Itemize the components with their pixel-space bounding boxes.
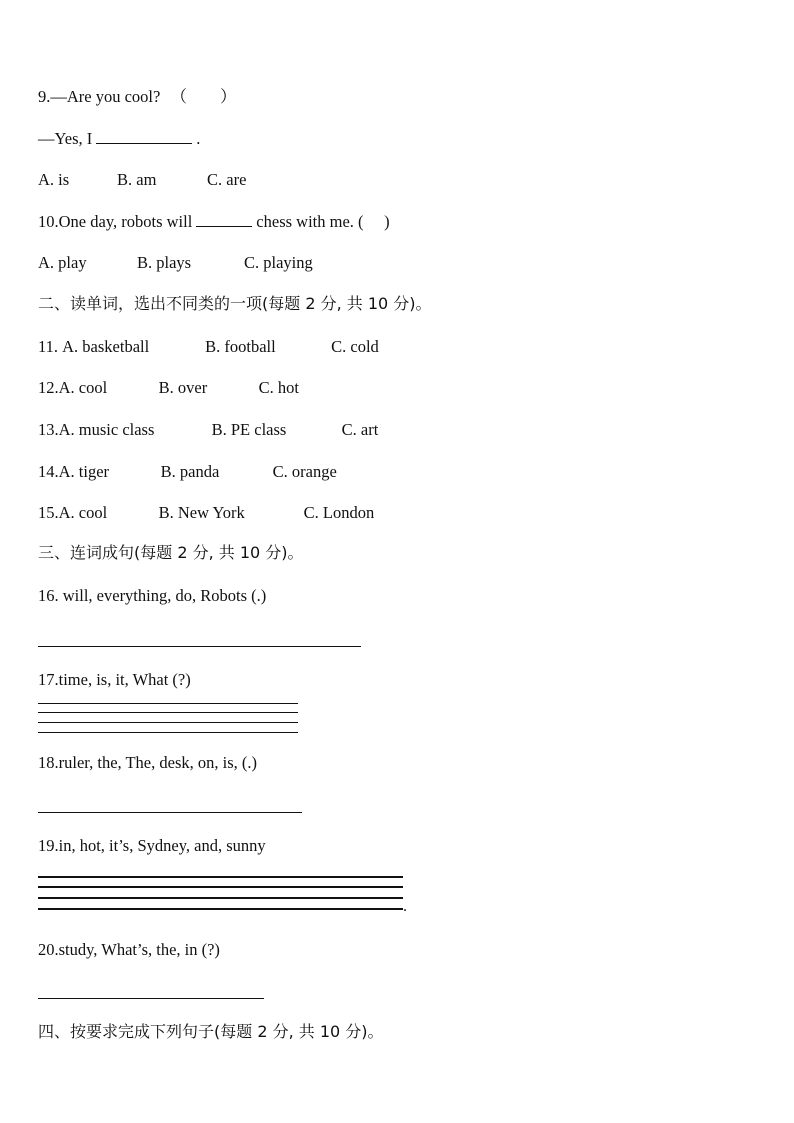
option-c: C. cold: [331, 337, 379, 356]
question-17: 17.time, is, it, What (?): [38, 670, 191, 689]
answer-line[interactable]: [38, 886, 403, 888]
option-a: A. is: [38, 170, 70, 189]
option-b: B. New York: [158, 503, 245, 522]
option-a: A. cool: [58, 378, 108, 397]
question-20: 20.study, What’s, the, in (?): [38, 940, 220, 959]
question-12: [38, 378, 299, 398]
question-number: 15.: [38, 503, 59, 522]
answer-line[interactable]: [38, 722, 298, 723]
question-16: 16. will, everything, do, Robots (.): [38, 586, 267, 605]
option-a: A. play: [38, 253, 87, 272]
option-c: C. London: [303, 503, 375, 522]
section-4-heading: 四、按要求完成下列句子(每题 2 分, 共 10 分)。: [38, 1022, 384, 1041]
answer-line[interactable]: [38, 703, 298, 704]
option-c: C. are: [207, 170, 247, 189]
option-b: B. plays: [137, 253, 192, 272]
question-19: 19.in, hot, it’s, Sydney, and, sunny: [38, 836, 266, 855]
option-c: C. orange: [272, 462, 337, 481]
question-14: [38, 462, 337, 482]
question-13: [38, 420, 378, 440]
option-a: A. cool: [58, 503, 108, 522]
option-b: B. football: [205, 337, 276, 356]
answer-end: .: [196, 129, 201, 148]
answer-blank[interactable]: [96, 129, 192, 144]
option-c: C. art: [341, 420, 379, 439]
option-b: B. panda: [160, 462, 220, 481]
answer-line[interactable]: [38, 646, 361, 647]
answer-blank[interactable]: [196, 212, 252, 227]
question-15: [38, 503, 374, 523]
option-c: C. playing: [244, 253, 313, 272]
section-3-heading: 三、连词成句(每题 2 分, 共 10 分)。: [38, 543, 304, 562]
answer-prefix: —Yes, I: [38, 129, 93, 148]
option-b: B. am: [117, 170, 157, 189]
question-number: 13.: [38, 420, 59, 439]
option-a: A. music class: [58, 420, 155, 439]
answer-line[interactable]: [38, 897, 403, 899]
answer-line[interactable]: [38, 998, 264, 999]
question-number: 12.: [38, 378, 59, 397]
question-9-answer: [38, 129, 200, 149]
option-a: A. basketball: [62, 337, 150, 356]
question-19-end-period: .: [403, 898, 407, 915]
question-18: 18.ruler, the, The, desk, on, is, (.): [38, 753, 257, 772]
question-9-text: 9.—Are you cool?: [38, 87, 161, 106]
answer-line[interactable]: [38, 712, 298, 713]
answer-line[interactable]: [38, 732, 298, 733]
option-b: B. PE class: [211, 420, 287, 439]
question-number: 14.: [38, 462, 59, 481]
answer-line[interactable]: [38, 908, 403, 910]
question-9: [38, 87, 236, 107]
question-10: [38, 212, 390, 232]
answer-line[interactable]: [38, 812, 302, 813]
option-c: C. hot: [258, 378, 299, 397]
question-number: 11.: [38, 337, 63, 356]
answer-line[interactable]: [38, 876, 403, 878]
question-9-options: [38, 170, 246, 190]
question-10-before: 10.One day, robots will: [38, 212, 193, 231]
question-10-after: chess with me. ( ): [256, 212, 390, 231]
question-11: [38, 337, 379, 357]
section-2-heading: 二、读单词，选出不同类的一项(每题 2 分, 共 10 分)。: [38, 294, 432, 313]
answer-parentheses: （ ）: [170, 87, 237, 106]
option-a: A. tiger: [58, 462, 110, 481]
option-b: B. over: [158, 378, 208, 397]
question-10-options: [38, 253, 313, 273]
